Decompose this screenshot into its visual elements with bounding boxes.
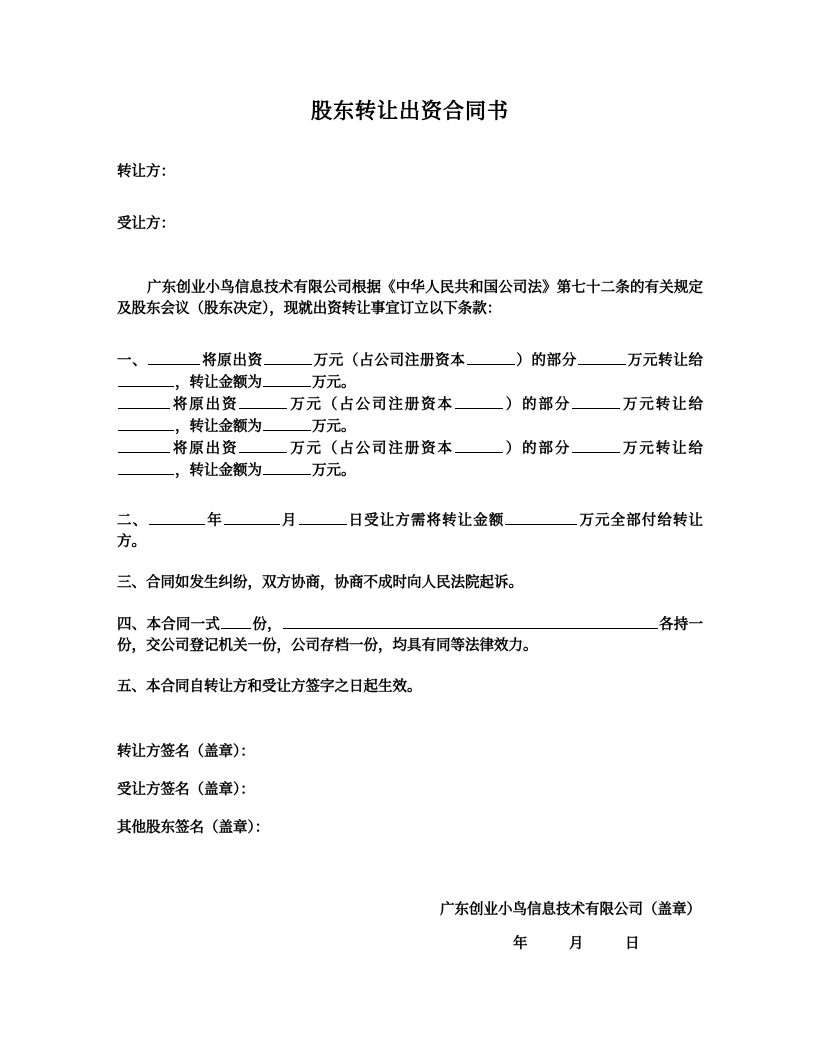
clause-one-number: 一、: [117, 353, 148, 369]
clause-four-number: 四、: [117, 617, 147, 633]
blank-holders[interactable]: [283, 614, 658, 629]
clause-one-group: [117, 350, 703, 482]
blank-transferor-3[interactable]: [118, 438, 170, 453]
blank-payment-day[interactable]: [299, 510, 347, 525]
clause-one-text-4: 万元转让给: [627, 353, 704, 369]
clause-two-text-2: 月: [280, 513, 298, 529]
footer-company-seal: 广东创业小鸟信息技术有限公司（盖章）: [440, 902, 701, 918]
transferee-party-label: 受让方：: [117, 216, 175, 232]
clause-one-b-text-2: 万元（占公司注册资本: [288, 397, 454, 413]
spacer: [117, 320, 703, 350]
spacer: [117, 800, 703, 818]
clause-one-c-text-6: 让金额为: [204, 463, 262, 479]
blank-original-capital-3[interactable]: [239, 438, 287, 453]
spacer: [117, 657, 703, 677]
blank-transferor-1[interactable]: [148, 350, 200, 365]
signature-other-shareholders[interactable]: 其他股东签名（盖章）：: [117, 820, 270, 836]
blank-transferee-3[interactable]: [118, 460, 174, 475]
spacer: [117, 482, 703, 510]
clause-one-b-text-5: ，转: [175, 419, 204, 435]
clause-four-text-1: 本合同一式: [146, 617, 221, 633]
blank-transfer-amount-1[interactable]: [263, 372, 311, 387]
clause-two-text-3: 日受让方需将转让金额: [347, 513, 505, 529]
clause-one-line-1: [117, 350, 703, 394]
clause-one-text-2: 万元（占公司注册资本: [312, 353, 466, 369]
transferor-party-label: 转让方：: [117, 164, 175, 180]
spacer: [117, 553, 703, 573]
spacer: [117, 182, 703, 214]
clause-one-c-text-1: 将原出资: [171, 441, 239, 457]
clause-four-text-3: 各持一份，: [117, 617, 704, 654]
clause-one-c-text-5: ，转: [175, 463, 204, 479]
blank-registered-ratio-1[interactable]: [467, 350, 515, 365]
spacer: [117, 838, 703, 900]
clause-two-text-4: 万元全部付给转让方。: [117, 513, 704, 550]
blank-copies-count[interactable]: [221, 614, 251, 629]
document-title: 股东转让出资合同书: [311, 99, 509, 123]
spacer: [117, 920, 703, 934]
blank-payment-month[interactable]: [224, 510, 280, 525]
clause-four: [117, 614, 703, 657]
clause-two-number: 二、: [117, 513, 149, 529]
blank-registered-ratio-3[interactable]: [455, 438, 503, 453]
clause-one-text-5: ，: [175, 375, 190, 391]
clause-one-b-text-7: 万元。: [312, 419, 356, 435]
clause-five-text: 本合同自转让方和受让方签字之日起生效。: [146, 679, 422, 695]
blank-registered-ratio-2[interactable]: [455, 394, 503, 409]
clause-one-text-1: 将原出资: [201, 353, 263, 369]
footer-date-year[interactable]: 年: [513, 936, 528, 952]
spacer: [117, 698, 703, 742]
footer-date-line: [117, 934, 703, 954]
blank-portion-amount-3[interactable]: [572, 438, 620, 453]
clause-one-b-text-6: 让金额为: [204, 419, 262, 435]
blank-transferee-2[interactable]: [118, 416, 174, 431]
clause-four-text-4: 交公司登记机关一份，公司存档一份，均具有同等法律效力。: [146, 638, 538, 654]
clause-one-b-text-1: 将原出资: [171, 397, 239, 413]
clause-five-number: 五、: [117, 679, 146, 695]
blank-original-capital-2[interactable]: [239, 394, 287, 409]
spacer: [117, 762, 703, 780]
blank-transferor-2[interactable]: [118, 394, 170, 409]
footer-date-month[interactable]: 月: [569, 936, 584, 952]
spacer: [117, 594, 703, 614]
clause-one-text-3: ）的部分: [515, 353, 578, 369]
blank-portion-amount-2[interactable]: [572, 394, 620, 409]
clause-one-b-text-4: 万元转让给: [621, 397, 704, 413]
blank-transferee-1[interactable]: [118, 372, 174, 387]
blank-payment-year[interactable]: [149, 510, 205, 525]
signature-transferee[interactable]: 受让方签名（盖章）：: [117, 782, 255, 798]
signature-transferor[interactable]: 转让方签名（盖章）：: [117, 744, 255, 760]
clause-one-b-text-3: ）的部分: [503, 397, 572, 413]
clause-one-line-2: [117, 394, 703, 438]
clause-three: [117, 573, 703, 594]
document-body: [117, 88, 703, 954]
spacer: [117, 234, 703, 278]
clause-one-c-text-2: 万元（占公司注册资本: [288, 441, 454, 457]
clause-two-text-1: 年: [206, 513, 223, 529]
clause-five: [117, 677, 703, 698]
clause-four-text-2: 份，: [252, 617, 282, 633]
spacer: [117, 126, 703, 162]
clause-two: [117, 510, 703, 553]
clause-one-text-7: 万元。: [312, 375, 356, 391]
clause-one-c-text-4: 万元转让给: [621, 441, 704, 457]
blank-original-capital-1[interactable]: [264, 350, 312, 365]
blank-portion-amount-1[interactable]: [578, 350, 626, 365]
clause-one-c-text-7: 万元。: [312, 463, 356, 479]
clause-one-c-text-3: ）的部分: [503, 441, 572, 457]
clause-one-text-6: 转让金额为: [189, 375, 262, 391]
blank-transfer-amount-2[interactable]: [263, 416, 311, 431]
preamble-paragraph: 广东创业小鸟信息技术有限公司根据《中华人民共和国公司法》第七十二条的有关规定及股东会议（股东决定），现就出资转让事宜订立以下条款：: [117, 280, 703, 317]
clause-one-line-3: [117, 438, 703, 482]
blank-payment-amount[interactable]: [505, 510, 577, 525]
clause-three-number: 三、: [117, 575, 146, 591]
footer-date-day[interactable]: 日: [625, 936, 640, 952]
clause-three-text: 合同如发生纠纷，双方协商，协商不成时向人民法院起诉。: [146, 575, 523, 591]
blank-transfer-amount-3[interactable]: [263, 460, 311, 475]
